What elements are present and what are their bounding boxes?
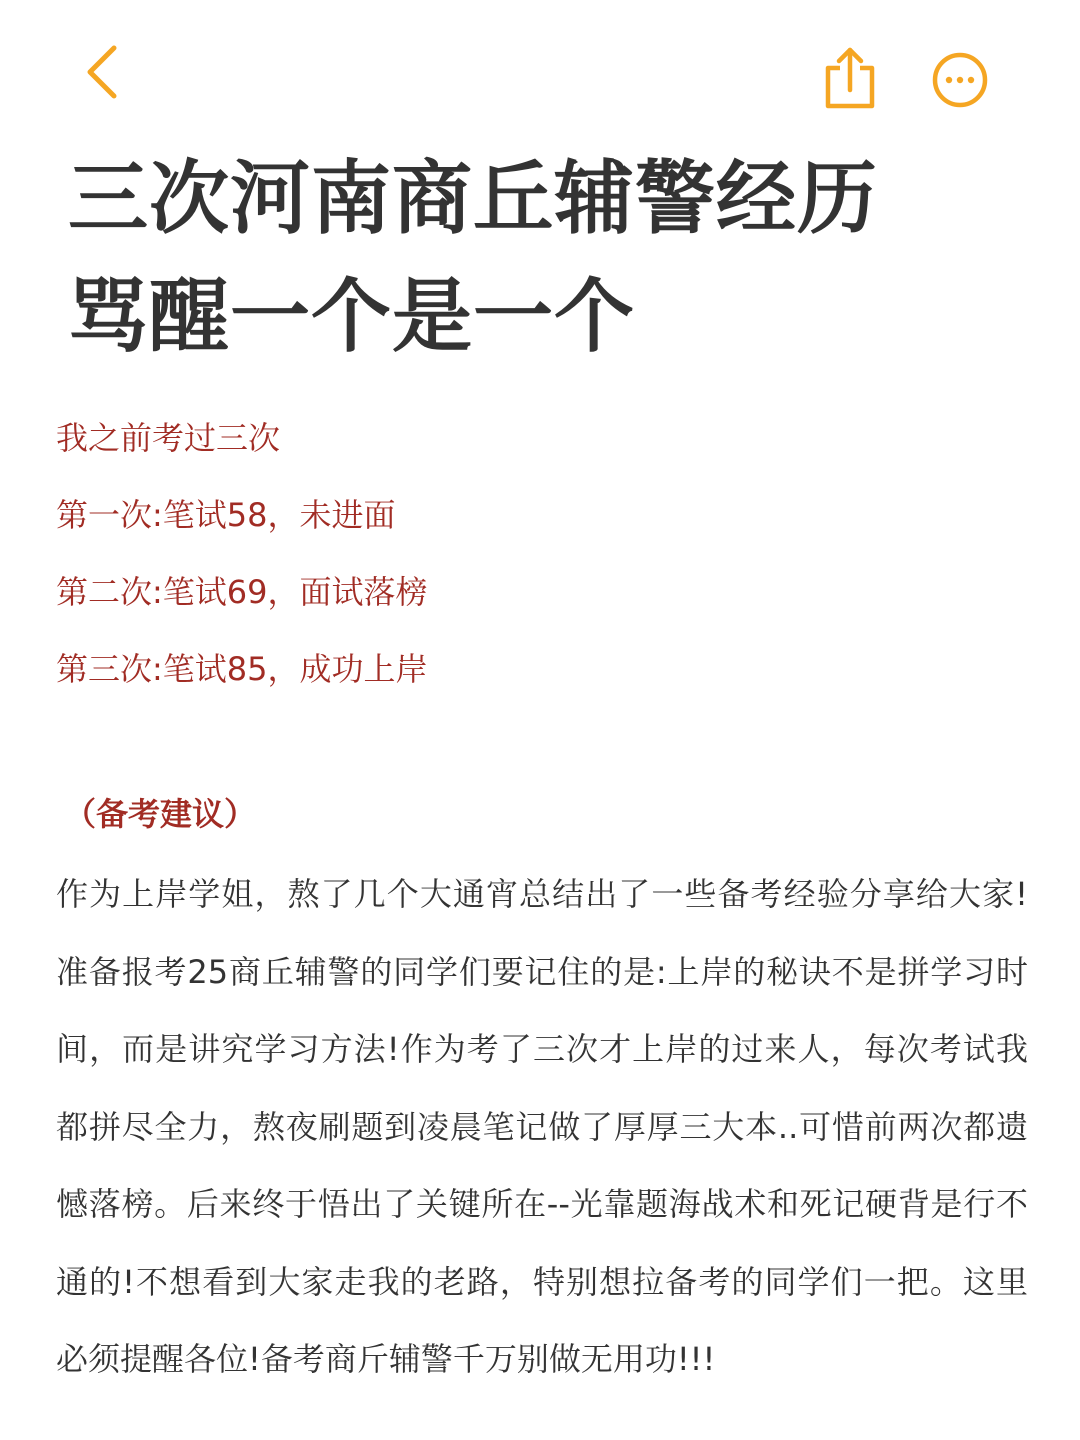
exam-intro: 我之前考过三次 (56, 419, 281, 457)
post-title-line-1: 三次河南商丘辅警经历 (68, 152, 878, 245)
exam-line-first: 第一次:笔试58，未进面 (56, 496, 396, 534)
post-body: 作为上岸学姐，熬了几个大通宵总结出了一些备考经验分享给大家!准备报考25商丘辅警的同学们要记住的是:上岸的秘诀不是拼学习时间，而是讲究学习方法!作为考了三次才上岸的过来人，每次考试我都拼尽全力，熬夜刷题到凌晨笔记做了厚厚三大本..可惜前两次都遗憾落榜。后来终于悟出了关键所在--光靠题海战术和死记硬背是行不通的!不想看到大家走我的老路，特别想拉备考的同学们一把。这里必须提醒各位!备考商斤辅警千万别做无用功!!! (56, 875, 1028, 1378)
post-title-line-2: 骂醒一个是一个 (68, 270, 635, 363)
share-icon[interactable] (820, 42, 880, 112)
post-title (68, 140, 1028, 376)
more-horizontal-icon[interactable] (930, 50, 990, 110)
exam-line-third: 第三次:笔试85，成功上岸 (56, 650, 428, 688)
section-heading: （备考建议） (64, 795, 257, 833)
exam-line-second: 第二次:笔试69，面试落榜 (56, 573, 428, 611)
chevron-left-icon[interactable] (80, 40, 130, 104)
top-navigation-bar (0, 0, 1080, 140)
exam-history (56, 400, 1036, 708)
